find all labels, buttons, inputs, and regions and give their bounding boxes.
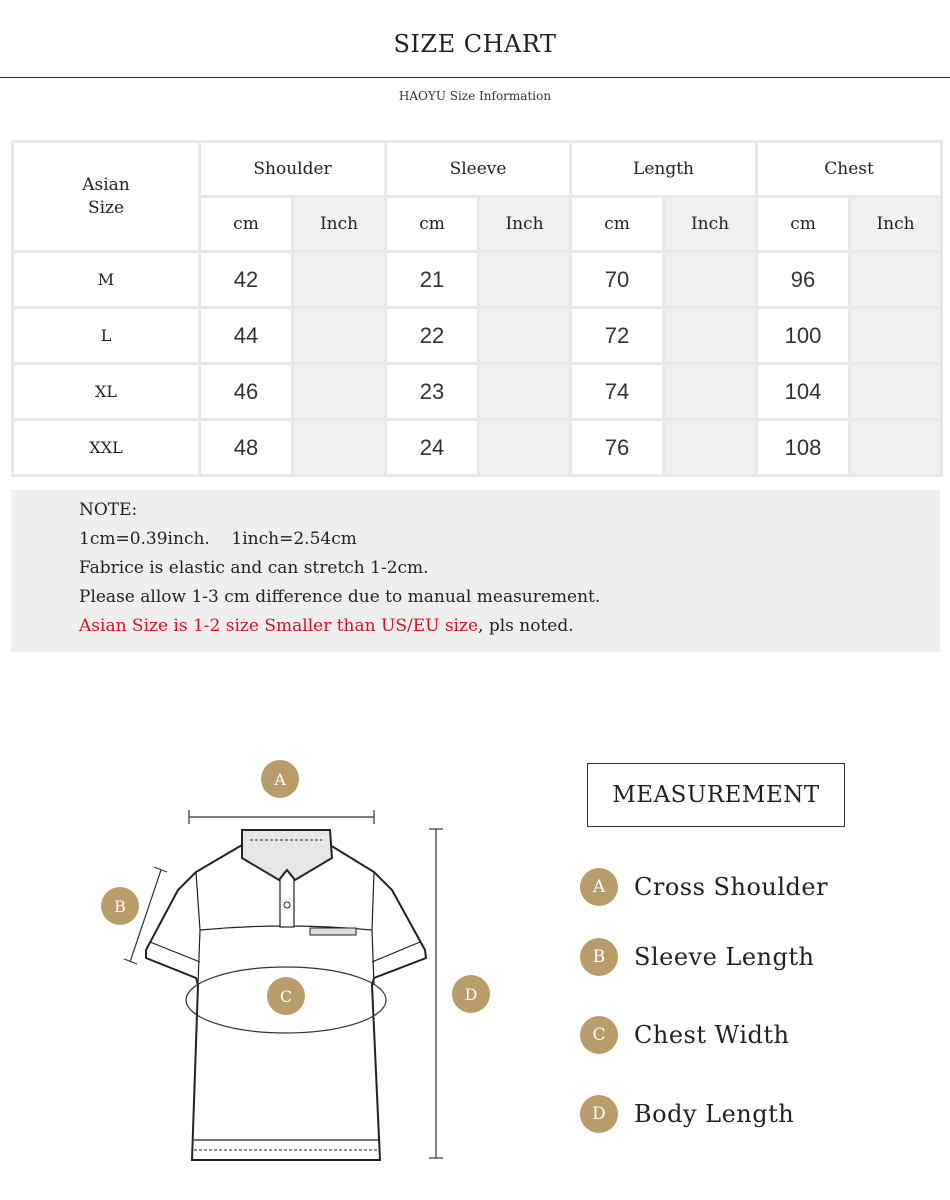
group-header-sleeve: Sleeve bbox=[386, 142, 571, 197]
unit-inch-header: Inch bbox=[850, 197, 942, 252]
chest-inch-cell bbox=[850, 420, 942, 476]
size-cell: L bbox=[13, 308, 200, 364]
length-cm-cell: 70 bbox=[571, 252, 664, 308]
unit-inch-header: Inch bbox=[664, 197, 757, 252]
legend-item-body-length bbox=[580, 1094, 794, 1134]
chest-cm-cell: 104 bbox=[757, 364, 850, 420]
badge-d-icon: D bbox=[580, 1095, 618, 1133]
length-inch-cell bbox=[664, 252, 757, 308]
shoulder-inch-cell bbox=[293, 308, 386, 364]
chest-cm-cell: 100 bbox=[757, 308, 850, 364]
legend-label: Cross Shoulder bbox=[634, 873, 829, 901]
badge-a-icon: A bbox=[580, 868, 618, 906]
length-cm-cell: 76 bbox=[571, 420, 664, 476]
legend-item-chest-width bbox=[580, 1015, 790, 1055]
length-inch-cell bbox=[664, 420, 757, 476]
length-dimension-line bbox=[429, 829, 443, 1158]
group-header-length: Length bbox=[571, 142, 757, 197]
table-row bbox=[13, 252, 942, 308]
table-row bbox=[13, 364, 942, 420]
unit-inch-header: Inch bbox=[293, 197, 386, 252]
length-inch-cell bbox=[664, 308, 757, 364]
shoulder-cm-cell: 46 bbox=[200, 364, 293, 420]
legend-label: Chest Width bbox=[634, 1021, 790, 1049]
badge-b-letter: B bbox=[114, 897, 126, 916]
note-panel bbox=[11, 490, 940, 652]
sleeve-inch-cell bbox=[479, 420, 571, 476]
polo-shirt-diagram bbox=[90, 755, 510, 1175]
legend-item-cross-shoulder bbox=[580, 867, 828, 907]
note-conversion: 1cm=0.39inch. 1inch=2.54cm bbox=[79, 529, 357, 549]
length-cm-cell: 72 bbox=[571, 308, 664, 364]
shoulder-cm-cell: 42 bbox=[200, 252, 293, 308]
shoulder-dimension-line bbox=[189, 810, 374, 824]
badge-d-icon bbox=[452, 975, 490, 1013]
badge-c-icon bbox=[267, 977, 305, 1015]
badge-c-icon: C bbox=[580, 1016, 618, 1054]
chest-inch-cell bbox=[850, 252, 942, 308]
sleeve-inch-cell bbox=[479, 252, 571, 308]
badge-a-letter: A bbox=[274, 770, 286, 789]
badge-d-letter: D bbox=[464, 985, 478, 1004]
chest-inch-cell bbox=[850, 308, 942, 364]
page-title: SIZE CHART bbox=[393, 30, 557, 58]
group-header-chest: Chest bbox=[757, 142, 942, 197]
note-difference: Please allow 1-3 cm difference due to manual measurement. bbox=[79, 587, 601, 607]
unit-cm-header: cm bbox=[571, 197, 664, 252]
legend-label: Sleeve Length bbox=[634, 943, 815, 971]
note-elastic: Fabrice is elastic and can stretch 1-2cm. bbox=[79, 558, 429, 578]
title-divider bbox=[0, 77, 950, 78]
shoulder-cm-cell: 44 bbox=[200, 308, 293, 364]
note-heading: NOTE: bbox=[79, 500, 138, 520]
sleeve-cm-cell: 24 bbox=[386, 420, 479, 476]
shoulder-inch-cell bbox=[293, 252, 386, 308]
legend-item-sleeve-length bbox=[580, 937, 814, 977]
length-inch-cell bbox=[664, 364, 757, 420]
unit-inch-header: Inch bbox=[479, 197, 571, 252]
size-cell: XXL bbox=[13, 420, 200, 476]
sleeve-inch-cell bbox=[479, 308, 571, 364]
asian-size-header: Asian Size bbox=[13, 142, 200, 252]
length-cm-cell: 74 bbox=[571, 364, 664, 420]
sleeve-cm-cell: 22 bbox=[386, 308, 479, 364]
measurement-title: MEASUREMENT bbox=[587, 763, 845, 827]
unit-cm-header: cm bbox=[200, 197, 293, 252]
chest-inch-cell bbox=[850, 364, 942, 420]
unit-cm-header: cm bbox=[386, 197, 479, 252]
shoulder-inch-cell bbox=[293, 364, 386, 420]
note-asian-size bbox=[79, 616, 574, 636]
chest-cm-cell: 108 bbox=[757, 420, 850, 476]
sleeve-cm-cell: 23 bbox=[386, 364, 479, 420]
chest-cm-cell: 96 bbox=[757, 252, 850, 308]
shoulder-cm-cell: 48 bbox=[200, 420, 293, 476]
unit-cm-header: cm bbox=[757, 197, 850, 252]
badge-a-icon bbox=[261, 760, 299, 798]
size-cell: XL bbox=[13, 364, 200, 420]
note-asian-size-warning: Asian Size is 1-2 size Smaller than US/EU size bbox=[79, 616, 479, 636]
group-header-shoulder: Shoulder bbox=[200, 142, 386, 197]
table-row bbox=[13, 308, 942, 364]
badge-b-icon: B bbox=[580, 938, 618, 976]
table-row bbox=[13, 420, 942, 476]
badge-c-letter: C bbox=[279, 987, 293, 1006]
shoulder-inch-cell bbox=[293, 420, 386, 476]
sleeve-cm-cell: 21 bbox=[386, 252, 479, 308]
legend-label: Body Length bbox=[634, 1100, 795, 1128]
size-cell: M bbox=[13, 252, 200, 308]
note-asian-size-suffix: , pls noted. bbox=[478, 616, 574, 636]
badge-b-icon bbox=[101, 887, 139, 925]
page-subtitle: HAOYU Size Information bbox=[398, 89, 552, 103]
size-table bbox=[11, 140, 940, 477]
sleeve-inch-cell bbox=[479, 364, 571, 420]
